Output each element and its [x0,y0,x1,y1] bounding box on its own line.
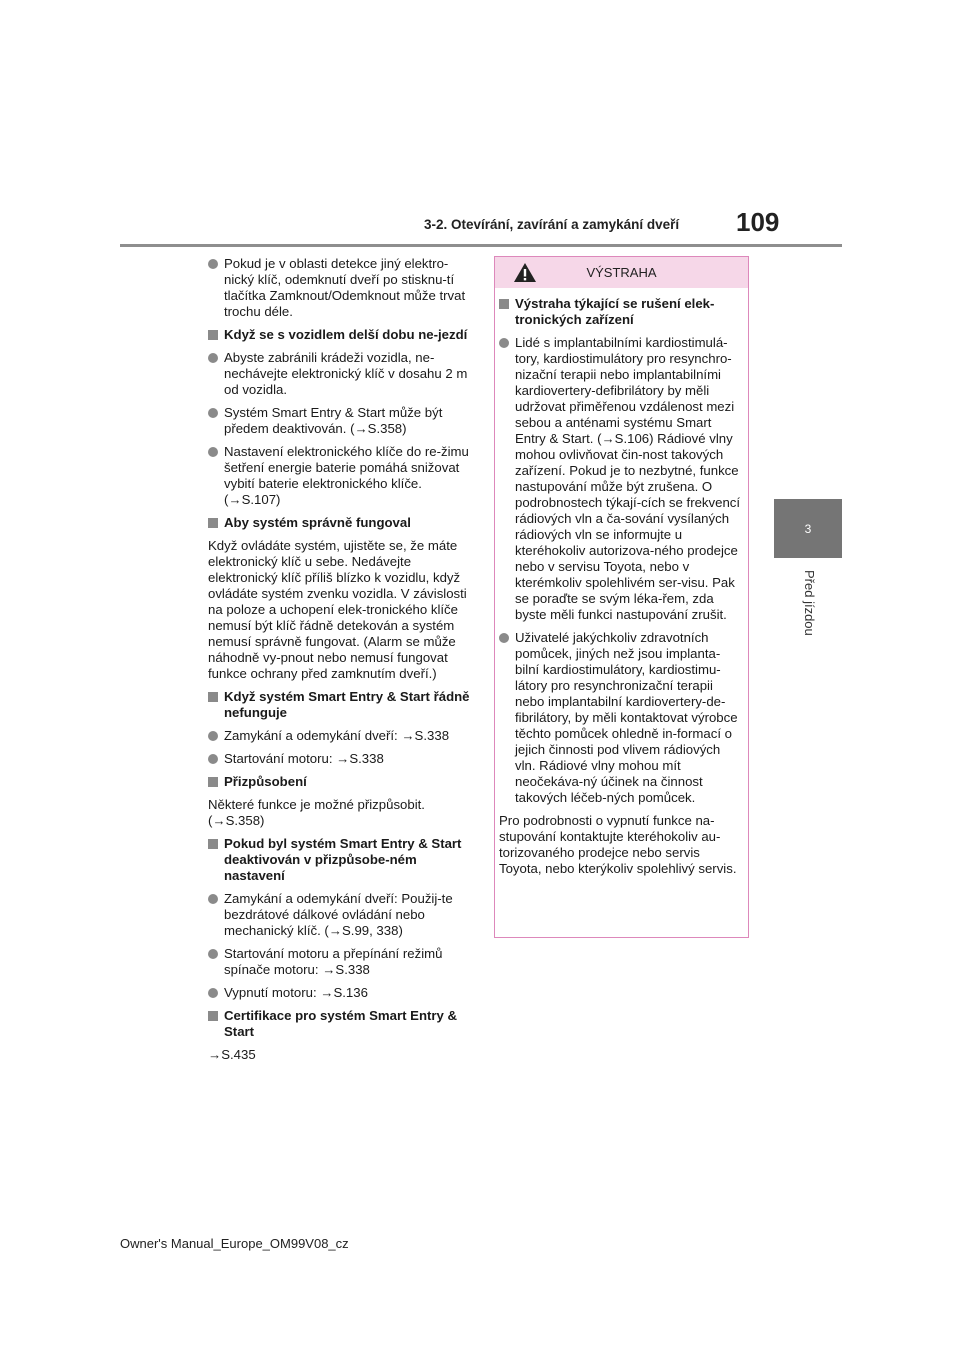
left-column [208,256,470,1070]
section-heading: Certifikace pro systém Smart Entry & Start [208,1008,470,1040]
list-item: Systém Smart Entry & Start může být předem deaktivován. (→S.358) [208,405,470,437]
page-number: 109 [736,207,780,237]
bullet-icon [208,259,218,269]
section-heading: Pokud byl systém Smart Entry & Start deaktivován v přizpůsobe-ném nastavení [208,836,470,884]
square-bullet-icon [208,518,218,528]
list-item: Startování motoru: →S.338 [208,751,470,767]
list-item: Startování motoru a přepínání režimů spínače motoru: →S.338 [208,946,470,978]
square-bullet-icon [499,299,509,309]
bullet-icon [208,353,218,363]
square-bullet-icon [208,330,218,340]
square-bullet-icon [208,1011,218,1021]
bullet-icon [208,731,218,741]
list-item: Pokud je v oblasti detekce jiný elektro-nický klíč, odemknutí dveří po stisknu-tí tlačítka Zamknout/Odemknout může trvat trochu déle. [208,256,470,320]
header-rule [120,244,842,247]
paragraph: Pro podrobnosti o vypnutí funkce na-stupování kontaktujte kteréhokoliv au-torizovaného prodejce nebo servis Toyota, nebo kterýkoliv spolehlivý servis. [499,813,737,876]
list-item: Zamykání a odemykání dveří: →S.338 [208,728,470,744]
footer-manual-id: Owner's Manual_Europe_OM99V08_cz [120,1236,349,1251]
paragraph: →S.435 [208,1047,256,1062]
section-heading: Když se s vozidlem delší dobu ne-jezdí [208,327,470,343]
bullet-icon [208,949,218,959]
list-item: Nastavení elektronického klíče do re-žimu šetření energie baterie pomáhá snižovat vybití baterie elektronického klíče. (→S.107) [208,444,470,508]
warning-header [495,257,748,288]
square-bullet-icon [208,777,218,787]
section-heading: Výstraha týkající se rušení elek-tronických zařízení [499,296,744,328]
square-bullet-icon [208,692,218,702]
paragraph: Když ovládáte systém, ujistěte se, že máte elektronický klíč u sebe. Nedávejte elektronický klíč příliš blízko k vozidlu, když ovládáte systém zvenku vozidla. V závislosti na poloze a uchopení elek-tronického klíče nemusí být klíč řádně detekován a systém nemusí správně fungovat. (Alarm se může náhodně vy-pnout nebo nemusí fungovat funkce ochrany před zamknutím dveří.) [208,538,467,681]
warning-body [495,288,748,877]
section-heading: Přizpůsobení [208,774,470,790]
section-heading: Když systém Smart Entry & Start řádně nefunguje [208,689,470,721]
bullet-icon [499,338,509,348]
bullet-icon [208,754,218,764]
bullet-icon [208,894,218,904]
bullet-icon [499,633,509,643]
list-item: Uživatelé jakýchkoliv zdravotních pomůcek, jiných než jsou implanta-bilní kardiostimulátory, kardiostimu-látory pro resynchronizační terapii nebo implantabilní kardiovertery-de-fibrilátory, by měli kontaktovat výrobce těchto pomůcek ohledně in-formací o jejich činnosti pod vlivem rádiových vln. Rádiové vlny mohou mít neočekáva-ný účinek na činnost takových léčeb-ných pomůcek. [499,630,744,806]
list-item: Zamykání a odemykání dveří: Použij-te bezdrátové dálkové ovládání nebo mechanický klíč. (→S.99, 338) [208,891,470,939]
warning-icon [513,262,537,283]
bullet-icon [208,408,218,418]
paragraph: Některé funkce je možné přizpůsobit. (→S.358) [208,797,425,828]
section-title: 3-2. Otevírání, zavírání a zamykání dveří [424,217,680,232]
section-heading: Aby systém správně fungoval [208,515,470,531]
list-item: Lidé s implantabilními kardiostimulá-tory, kardiostimulátory pro resynchro-nizační terapii nebo implantabilními kardiovertery-defibrilátory by měli udržovat přiměřenou vzdálenost mezi sebou a anténami systému Smart Entry & Start. (→S.106) Rádiové vlny mohou ovlivňovat čin-nost takových zařízení. Pokud je to nezbytné, funkce nastupování může být zrušena. O podrobnostech týkají-cích se frekvencí rádiových vln a ča-sování vysílaných rádiových vln se informujte u kteréhokoliv autorizova-ného prodejce nebo v servisu Toyota, nebo v kterémkoliv spolehlivém ser-visu. Pak se poraďte se svým léka-řem, zda byste měli funkci nastupování zrušit. [499,335,744,623]
bullet-icon [208,447,218,457]
square-bullet-icon [208,839,218,849]
warning-box [494,256,749,938]
bullet-icon [208,988,218,998]
warning-title: VÝSTRAHA [586,265,657,280]
chapter-label: Před jízdou [802,570,817,636]
list-item: Vypnutí motoru: →S.136 [208,985,470,1001]
chapter-tab[interactable]: 3 [774,499,842,558]
list-item: Abyste zabránili krádeži vozidla, ne-nechávejte elektronický klíč v dosahu 2 m od vozidla. [208,350,470,398]
